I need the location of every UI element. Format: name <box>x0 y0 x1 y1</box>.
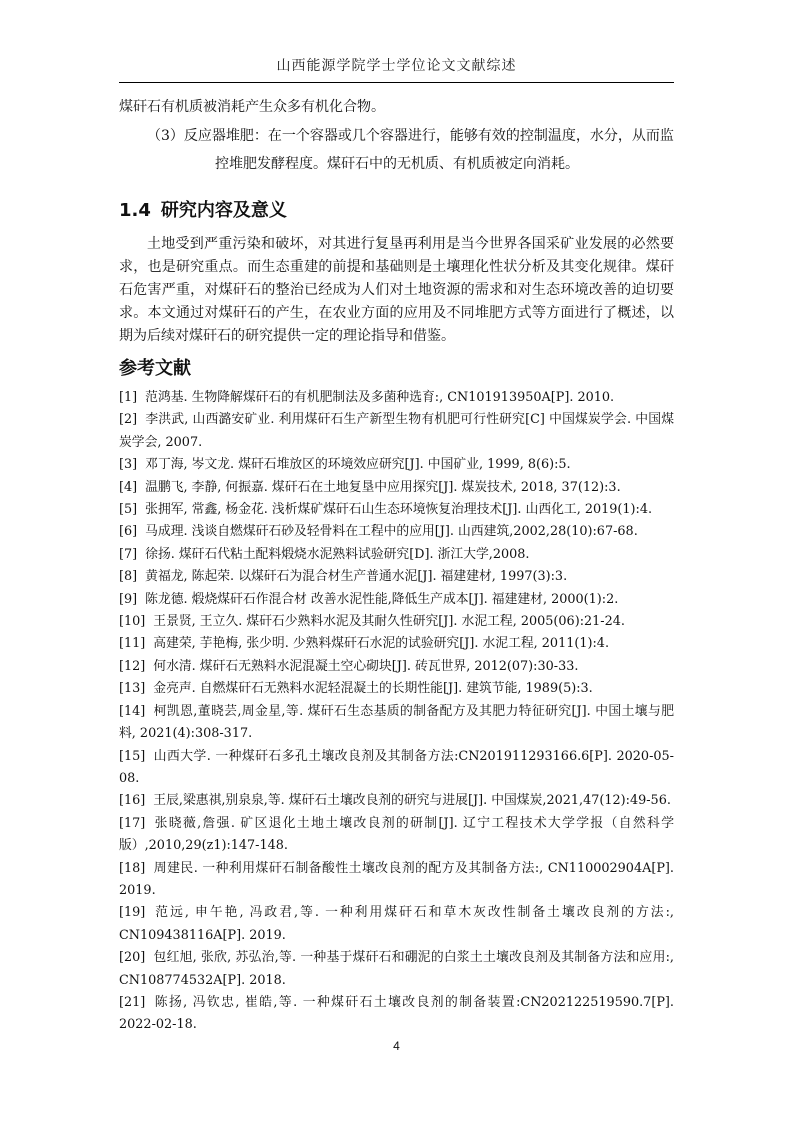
reference-text: 山西大学. 一种煤矸石多孔土壤改良剂及其制备方法:CN201911293166.6[P]. 2020-05-08. <box>119 748 674 786</box>
reference-label: [3] <box>119 457 138 473</box>
reference-text: 陈扬, 冯钦忠, 崔皓,等. 一种煤矸石土壤改良剂的制备装置:CN202122519590.7[P]. 2022-02-18. <box>119 994 674 1033</box>
reference-text: 何水清. 煤矸石无熟料水泥混凝土空心砌块[J]. 砖瓦世界, 2012(07):30-33. <box>153 658 579 674</box>
reference-item <box>119 746 674 791</box>
reference-item <box>119 790 674 812</box>
header-rule <box>119 82 674 83</box>
reference-label: [2] <box>119 412 138 428</box>
reference-item <box>119 521 674 543</box>
reference-item <box>119 902 674 947</box>
reference-text: 高建荣, 芋艳梅, 张少明. 少熟料煤矸石水泥的试验研究[J]. 水泥工程, 2011(1):4. <box>153 636 610 652</box>
reference-label: [11] <box>119 636 146 652</box>
reference-text: 包红旭, 张欣, 苏弘治,等. 一种基于煤矸石和硼泥的白浆土土壤改良剂及其制备方法和应用:, CN108774532A[P]. 2018. <box>119 950 674 988</box>
reference-item <box>119 477 674 499</box>
reference-list <box>119 387 674 1037</box>
reference-text: 黄福龙, 陈起荣. 以煤矸石为混合材生产普通水泥[J]. 福建建材, 1997(3):3. <box>145 569 568 585</box>
reference-label: [21] <box>119 994 146 1010</box>
reference-item <box>119 656 674 678</box>
section-heading <box>119 198 674 224</box>
reference-item <box>119 633 674 655</box>
reference-label: [17] <box>119 815 146 831</box>
reference-text: 徐扬. 煤矸石代粘土配料煅烧水泥熟料试验研究[D]. 浙江大学,2008. <box>145 546 530 562</box>
reference-label: [5] <box>119 502 138 518</box>
section-number: 1.4 <box>119 200 151 221</box>
list-item-continuation: 控堆肥发酵程度。煤矸石中的无机质、有机质被定向消耗。 <box>215 156 579 172</box>
reference-item <box>119 566 674 588</box>
reference-text: 范远, 申午艳, 冯政君,等. 一种利用煤矸石和草木灰改性制备土壤改良剂的方法:, CN109438116A[P]. 2019. <box>119 905 674 943</box>
continued-paragraph: 煤矸石有机质被消耗产生众多有机化合物。 <box>119 99 385 115</box>
reference-item <box>119 409 674 454</box>
reference-item <box>119 454 674 476</box>
reference-item <box>119 992 674 1037</box>
running-header: 山西能源学院学士学位论文文献综述 <box>276 58 517 74</box>
reference-text: 柯凯恩,董晓芸,周金星,等. 煤矸石生态基质的制备配方及其肥力特征研究[J]. 中国土壤与肥料, 2021(4):308-317. <box>119 703 674 742</box>
reference-label: [6] <box>119 524 138 540</box>
section-title: 研究内容及意义 <box>160 200 287 221</box>
reference-item <box>119 589 674 611</box>
reference-label: [4] <box>119 479 138 495</box>
reference-item <box>119 499 674 521</box>
reference-item <box>119 611 674 633</box>
reference-text: 张晓薇,詹强. 矿区退化土地土壤改良剂的研制[J]. 辽宁工程技术大学学报（自然科学版）,2010,29(z1):147-148. <box>119 815 674 854</box>
reference-label: [10] <box>119 614 146 630</box>
reference-item <box>119 701 674 746</box>
reference-text: 王辰,梁惠祺,别泉泉,等. 煤矸石土壤改良剂的研究与进展[J]. 中国煤炭,2021,47(12):49-56. <box>153 793 671 809</box>
reference-item <box>119 678 674 700</box>
reference-text: 陈龙德. 煅烧煤矸石作混合材 改善水泥性能,降低生产成本[J]. 福建建材, 2000(1):2. <box>145 591 619 607</box>
reference-label: [20] <box>119 950 146 966</box>
reference-text: 温鹏飞, 李静, 何振嘉. 煤矸石在土地复垦中应用探究[J]. 煤炭技术, 2018, 37(12):3. <box>145 479 621 495</box>
list-item-reactor-composting <box>119 122 674 178</box>
reference-label: [19] <box>119 905 146 921</box>
reference-text: 李洪武, 山西潞安矿业. 利用煤矸石生产新型生物有机肥可行性研究[C] 中国煤炭学会. 中国煤炭学会, 2007. <box>119 412 674 450</box>
reference-text: 周建民. 一种利用煤矸石制备酸性土壤改良剂的配方及其制备方法:, CN110002904A[P]. 2019. <box>119 860 674 898</box>
reference-item <box>119 387 674 409</box>
references-heading: 参考文献 <box>119 358 191 379</box>
reference-item <box>119 858 674 903</box>
reference-text: 马成理. 浅谈自燃煤矸石砂及轻骨料在工程中的应用[J]. 山西建筑,2002,28(10):67-68. <box>145 524 638 540</box>
reference-label: [9] <box>119 591 138 607</box>
reference-item <box>119 813 674 858</box>
reference-text: 张拥军, 常鑫, 杨金花. 浅析煤矿煤矸石山生态环境恢复治理技术[J]. 山西化工, 2019(1):4. <box>145 502 653 518</box>
reference-text: 范鸿基. 生物降解煤矸石的有机肥制法及多菌种选育:, CN101913950A[P]. 2010. <box>145 390 615 405</box>
reference-label: [8] <box>119 569 138 585</box>
reference-text: 王景贤, 王立久. 煤矸石少熟料水泥及其耐久性研究[J]. 水泥工程, 2005(06):21-24. <box>153 614 625 630</box>
reference-item <box>119 544 674 566</box>
reference-label: [13] <box>119 681 146 697</box>
reference-item <box>119 947 674 992</box>
reference-label: [7] <box>119 546 138 562</box>
reference-label: [14] <box>119 703 146 719</box>
reference-label: [1] <box>119 390 138 405</box>
reference-text: 邓丁海, 岑文龙. 煤矸石堆放区的环境效应研究[J]. 中国矿业, 1999, 8(6):5. <box>145 457 571 473</box>
reference-label: [15] <box>119 748 146 764</box>
reference-label: [12] <box>119 658 146 674</box>
page-number: 4 <box>393 1039 400 1053</box>
list-item-lead: （3）反应器堆肥：在一个容器或几个容器进行，能够有效的控制温度，水分，从而监 <box>147 128 674 144</box>
reference-label: [16] <box>119 793 146 809</box>
reference-label: [18] <box>119 860 146 876</box>
reference-text: 金亮声. 自燃煤矸石无熟料水泥轻混凝土的长期性能[J]. 建筑节能, 1989(5):3. <box>153 681 593 697</box>
page-content <box>119 96 674 1037</box>
section-paragraph: 土地受到严重污染和破坏，对其进行复垦再利用是当今世界各国采矿业发展的必然要求，也是研究重点。而生态重建的前提和基础则是土壤理化性状分析及其变化规律。煤矸石危害严重，对煤矸石的整治已经成为人们对土地资源的需求和对生态环境改善的迫切要求。本文通过对煤矸石的产生，在农业方面的应用及不同堆肥方式等方面进行了概述，以期为后续对煤矸石的研究提供一定的理论指导和借鉴。 <box>119 236 674 344</box>
